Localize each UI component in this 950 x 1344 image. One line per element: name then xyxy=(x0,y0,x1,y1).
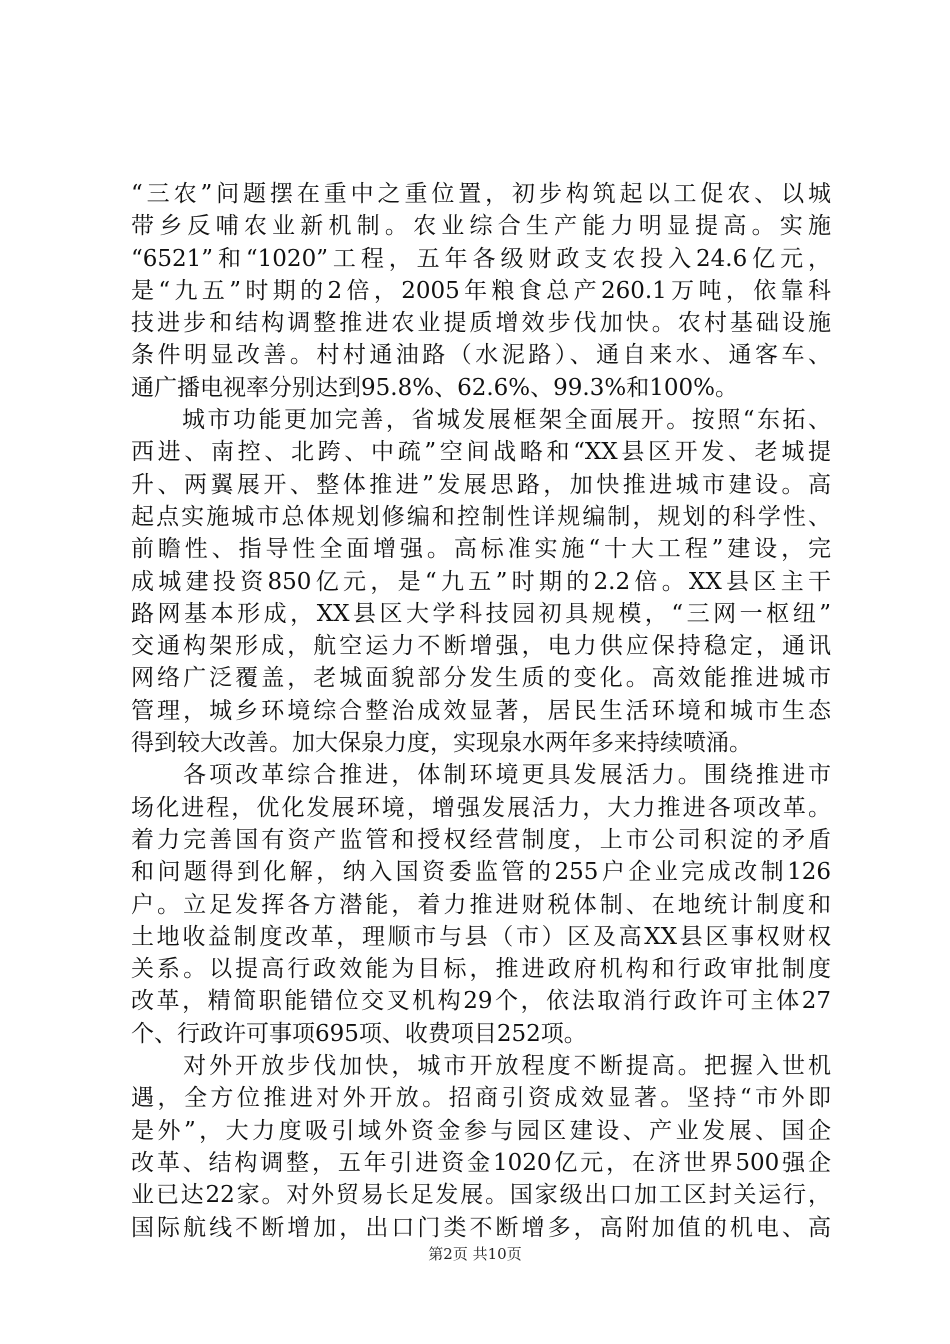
text-line: 通广播电视率分别达到95.8%、62.6%、99.3%和100%。 xyxy=(131,374,738,401)
text-line: 改革、结构调整，五年引进资金1020亿元，在济世界500强企 xyxy=(131,1149,831,1176)
text-line: 前瞻性、指导性全面增强。高标准实施“十大工程”建设，完 xyxy=(131,536,831,563)
text-line: 交通构架形成，航空运力不断增强，电力供应保持稳定，通讯 xyxy=(131,633,831,660)
text-line: “6521”和“1020”工程，五年各级财政支农投入24.6亿元， xyxy=(131,245,831,272)
text-line: 场化进程，优化发展环境，增强发展活力，大力推进各项改革。 xyxy=(131,794,831,821)
text-line: 是“九五”时期的2倍，2005年粮食总产260.1万吨，依靠科 xyxy=(131,277,831,304)
text-line: 技进步和结构调整推进农业提质增效步伐加快。农村基础设施 xyxy=(131,310,831,337)
text-line: 个、行政许可事项695项、收费项目252项。 xyxy=(131,1020,587,1047)
page-footer: 第2页 共10页 xyxy=(428,1245,522,1263)
text-line: 带乡反哺农业新机制。农业综合生产能力明显提高。实施 xyxy=(131,213,831,240)
text-line: 条件明显改善。村村通油路（水泥路）、通自来水、通客车、 xyxy=(131,342,831,369)
body-text xyxy=(131,178,831,1244)
text-line: 着力完善国有资产监管和授权经营制度，上市公司积淀的矛盾 xyxy=(131,826,831,853)
text-line: 户。立足发挥各方潜能，着力推进财税体制、在地统计制度和 xyxy=(131,891,831,918)
text-line: 是外”，大力度吸引域外资金参与园区建设、产业发展、国企 xyxy=(131,1117,831,1144)
text-line: 成城建投资850亿元，是“九五”时期的2.2倍。XX县区主干 xyxy=(131,568,831,595)
text-line: 改革，精简职能错位交叉机构29个，依法取消行政许可主体27 xyxy=(131,988,831,1015)
text-line: 升、两翼展开、整体推进”发展思路，加快推进城市建设。高 xyxy=(131,471,831,498)
text-line: 业已达22家。对外贸易长足发展。国家级出口加工区封关运行， xyxy=(131,1182,831,1209)
text-line: 网络广泛覆盖，老城面貌部分发生质的变化。高效能推进城市 xyxy=(131,665,831,692)
text-line: “三农”问题摆在重中之重位置，初步构筑起以工促农、以城 xyxy=(131,181,831,207)
text-line: 关系。以提高行政效能为目标，推进政府机构和行政审批制度 xyxy=(131,956,831,983)
text-line: 西进、南控、北跨、中疏”空间战略和“XX县区开发、老城提 xyxy=(131,439,831,466)
text-line: 城市功能更加完善，省城发展框架全面展开。按照“东拓、 xyxy=(131,407,831,434)
text-line: 遇，全方位推进对外开放。招商引资成效显著。坚持“市外即 xyxy=(131,1085,831,1112)
text-line: 对外开放步伐加快，城市开放程度不断提高。把握入世机 xyxy=(131,1053,831,1080)
text-line: 路网基本形成，XX县区大学科技园初具规模，“三网一枢纽” xyxy=(131,600,831,627)
text-line: 管理，城乡环境综合整治成效显著，居民生活环境和城市生态 xyxy=(131,697,831,724)
text-line: 各项改革综合推进，体制环境更具发展活力。围绕推进市 xyxy=(131,762,831,789)
text-line: 国际航线不断增加，出口门类不断增多，高附加值的机电、高 xyxy=(131,1214,831,1241)
text-line: 起点实施城市总体规划修编和控制性详规编制，规划的科学性、 xyxy=(131,503,831,530)
text-line: 得到较大改善。加大保泉力度，实现泉水两年多来持续喷涌。 xyxy=(131,730,752,757)
text-line: 和问题得到化解，纳入国资委监管的255户企业完成改制126 xyxy=(131,859,831,886)
text-line: 土地收益制度改革，理顺市与县（市）区及高XX县区事权财权 xyxy=(131,923,831,950)
